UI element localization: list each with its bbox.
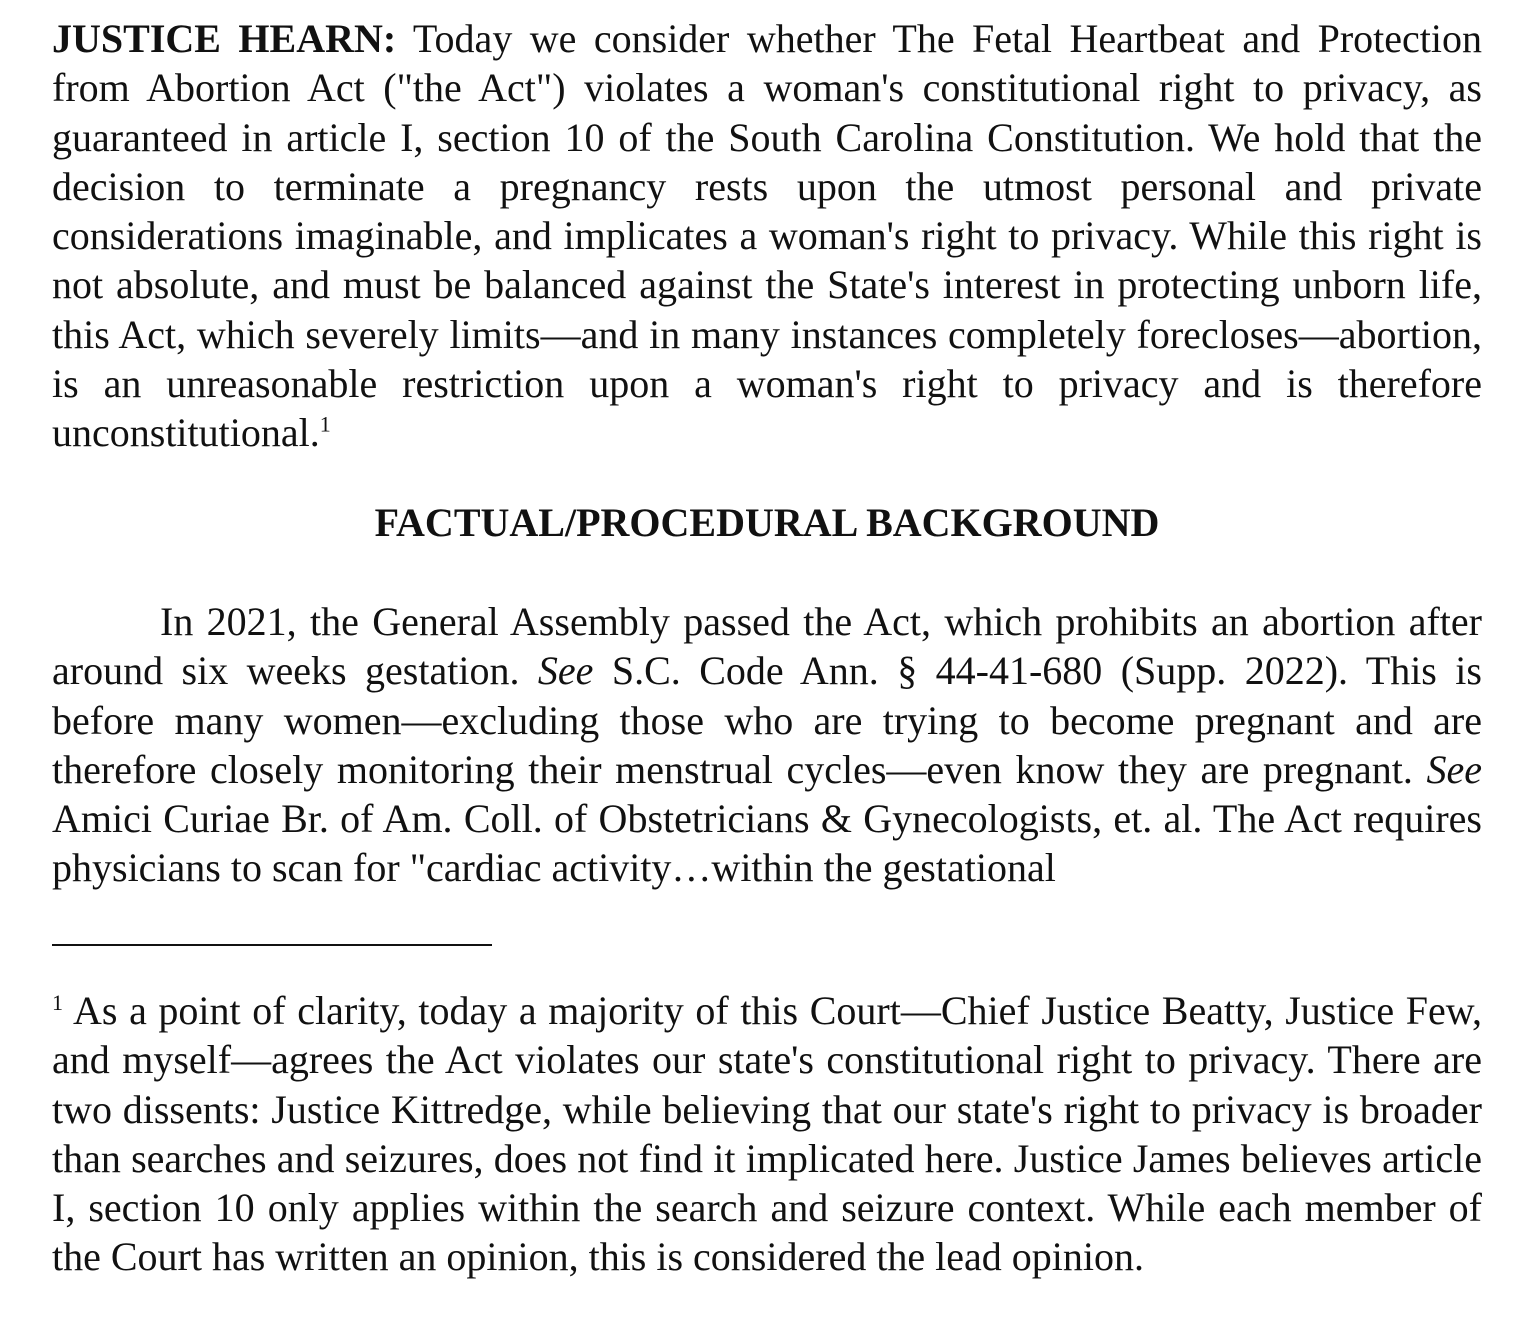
- opinion-page: [52, 14, 1483, 1280]
- footnote-reference[interactable]: 1: [319, 412, 331, 438]
- background-text-part-3: Amici Curiae Br. of Am. Coll. of Obstetricians & Gynecologists, et. al. The Act requires physicians to scan for "cardiac activity…within the gestational: [52, 796, 1482, 891]
- opening-text: Today we consider whether The Fetal Heartbeat and Protection from Abortion Act ("the Act") violates a woman's constitutional right to privacy, as guaranteed in article I, section 10 of the South Carolina Constitution. We hold that the decision to terminate a pregnancy rests upon the utmost personal and private considerations imaginable, and implicates a woman's right to privacy. While this right is not absolute, and must be balanced against the State's interest in protecting unborn life, this Act, which severely limits—and in many instances completely forecloses—abortion, is an unreasonable restriction upon a woman's right to privacy and is therefore unconstitutional.: [52, 16, 1483, 456]
- citation-signal-see: See: [1426, 746, 1482, 792]
- background-text-part-1: In 2021, the General Assembly passed the Act, which prohibits an abortion after around six weeks gestation.: [52, 599, 1482, 694]
- citation-signal-see: See: [537, 648, 594, 694]
- background-paragraph: [52, 597, 1482, 893]
- footnote: [52, 986, 1482, 1282]
- footnote-number: 1: [52, 989, 63, 1015]
- section-heading: FACTUAL/PROCEDURAL BACKGROUND: [374, 500, 1160, 545]
- footnote-text: As a point of clarity, today a majority of this Court—Chief Justice Beatty, Justice Few, and myself—agrees the Act violates our state's constitutional right to privacy. There are two dissents: Justice Kittredge, while believing that our state's right to privacy is broader than searches and seizures, does not find it implicated here. Justice James believes article I, section 10 only applies within the search and seizure context. While each member of the Court has written an opinion, this is considered the lead opinion.: [52, 988, 1482, 1280]
- opening-paragraph: [52, 14, 1482, 458]
- background-text-part-2: S.C. Code Ann. § 44-41-680 (Supp. 2022). This is before many women—excluding those who are trying to become pregnant and are therefore closely monitoring their menstrual cycles—even know they are pregnant.: [52, 648, 1482, 792]
- speaker-name: JUSTICE HEARN:: [52, 16, 397, 61]
- footnote-separator: [52, 944, 492, 946]
